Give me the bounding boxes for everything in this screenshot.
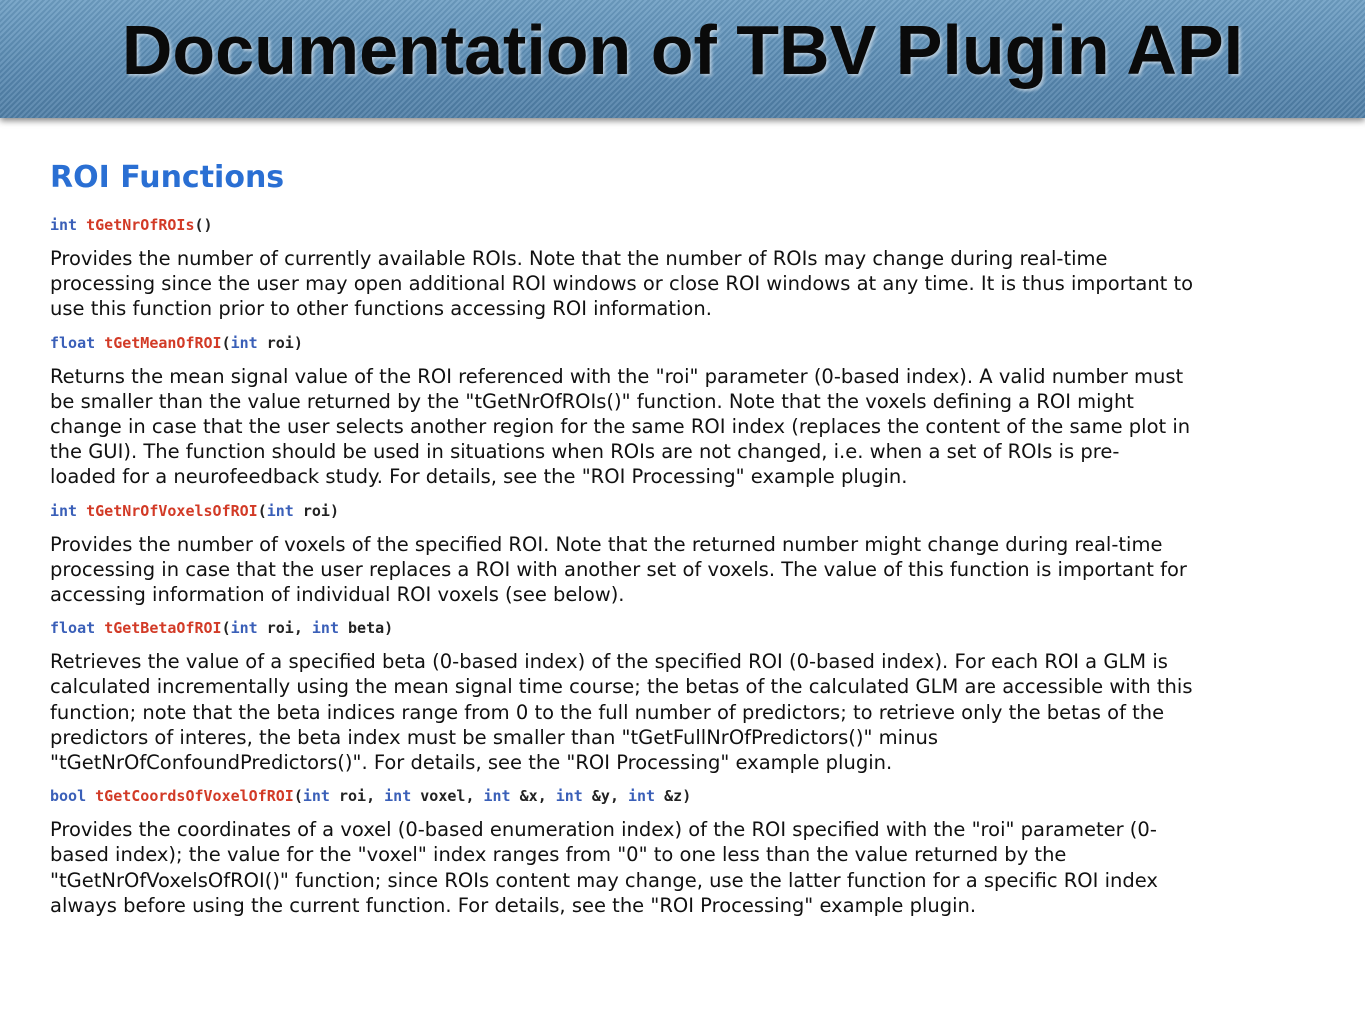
close-paren: )	[384, 619, 394, 638]
param-name: beta	[348, 619, 385, 638]
description-line: calculated incrementally using the mean signal time course; the betas of the calculated GLM are accessible with this	[50, 675, 1193, 699]
function-description	[50, 817, 1330, 918]
description-line: predictors of interes, the beta index must be smaller than "tGetFullNrOfPredictors()" minus	[50, 725, 938, 749]
open-paren: (	[257, 501, 267, 520]
description-line: accessing information of individual ROI voxels (see below).	[50, 583, 625, 607]
function-description	[50, 364, 1330, 490]
function-description	[50, 246, 1330, 322]
description-line: Provides the coordinates of a voxel (0-based enumeration index) of the ROI specified with the "roi" parameter (0-	[50, 818, 1157, 842]
function-signature	[50, 214, 1330, 236]
description-line: Provides the number of currently available ROIs. Note that the number of ROIs may change during real-time	[50, 247, 1108, 270]
function-entry	[50, 332, 1330, 490]
param-type: int	[384, 787, 412, 806]
param-type: int	[230, 333, 258, 352]
function-signature	[50, 500, 1330, 522]
description-line: "tGetNrOfVoxelsOfROI()" function; since ROIs content may change, use the latter function for a specific ROI index	[50, 868, 1158, 892]
description-line: Provides the number of voxels of the specified ROI. Note that the returned number might change during real-time	[50, 532, 1163, 556]
doc-content	[50, 158, 1330, 928]
function-entry	[50, 500, 1330, 608]
param-name: voxel	[420, 787, 466, 806]
function-entry	[50, 617, 1330, 775]
param-type: int	[311, 619, 339, 638]
function-signature: float tGetBetaOfROI(int roi, int beta)	[50, 619, 394, 638]
param-type: int	[555, 787, 583, 806]
param-name: &x	[519, 787, 538, 806]
description-line: processing since the user may open additional ROI windows or close ROI windows at any time. It is thus important to	[50, 272, 1194, 296]
description-line: always before using the current function. For details, see the "ROI Processing" example plugin.	[50, 893, 977, 917]
function-signature	[50, 332, 1330, 354]
param-type: int	[628, 787, 656, 806]
close-paren: )	[293, 333, 303, 352]
description-line: loaded for a neurofeedback study. For details, see the "ROI Processing" example plugin.	[50, 465, 908, 489]
description-line: change in case that the user selects another region for the same ROI index (replaces the content of the same plot in	[50, 415, 1191, 439]
return-type: float	[50, 333, 96, 352]
description-line: the GUI). The function should be used in situations when ROIs are not changed, i.e. when a set of ROIs is pre-	[50, 440, 1120, 464]
function-name: tGetMeanOfROI	[104, 333, 222, 352]
open-paren: (	[194, 216, 204, 234]
param-type: int	[302, 787, 330, 806]
param-name: roi	[266, 619, 294, 638]
slide-header	[0, 0, 1365, 118]
function-list	[50, 214, 1330, 918]
param-name: &y	[591, 787, 610, 806]
description-line: Retrieves the value of a specified beta (0-based index) of the specified ROI (0-based index). For each ROI a GLM is	[50, 650, 1168, 674]
param-name: roi	[302, 501, 330, 520]
function-name: tGetNrOfVoxelsOfROI	[86, 501, 258, 520]
param-name: &z	[664, 787, 683, 806]
param-type: int	[483, 787, 511, 806]
description-line: function; note that the beta indices range from 0 to the full number of predictors; to retrieve only the betas of the	[50, 700, 1165, 724]
close-paren: )	[682, 787, 692, 806]
description-line: be smaller than the value returned by the "tGetNrOfROIs()" function. Note that the voxels defining a ROI might	[50, 389, 1134, 413]
description-line: "tGetNrOfConfoundPredictors()". For details, see the "ROI Processing" example plugin.	[50, 751, 893, 775]
param-name: roi	[266, 333, 294, 352]
description-line: processing in case that the user replaces a ROI with another set of voxels. The value of this function is important for	[50, 557, 1187, 581]
function-description	[50, 532, 1330, 608]
function-name: tGetCoordsOfVoxelOfROI	[95, 787, 294, 806]
param-type: int	[230, 619, 258, 638]
open-paren: (	[221, 333, 231, 352]
return-type: bool	[50, 787, 87, 806]
function-entry	[50, 785, 1330, 918]
param-name: roi	[339, 787, 367, 806]
return-type: float	[50, 619, 96, 638]
description-line: use this function prior to other functions accessing ROI information.	[50, 297, 712, 321]
section-heading: ROI Functions	[50, 160, 285, 195]
open-paren: (	[293, 787, 303, 806]
function-description	[50, 649, 1330, 775]
description-line: Returns the mean signal value of the ROI referenced with the "roi" parameter (0-based index). A valid number must	[50, 364, 1184, 388]
param-type: int	[266, 501, 294, 520]
return-type: int	[50, 216, 78, 234]
function-name: tGetBetaOfROI	[104, 619, 222, 638]
description-line: based index); the value for the "voxel" index ranges from "0" to one less than the value returned by the	[50, 843, 1067, 867]
slide-title: Documentation of TBV Plugin API	[121, 11, 1244, 89]
return-type: int	[50, 501, 78, 520]
close-paren: )	[203, 216, 213, 234]
function-signature: bool tGetCoordsOfVoxelOfROI(int roi, int voxel, int &x, int &y, int &z)	[50, 787, 692, 806]
close-paren: )	[329, 501, 339, 520]
open-paren: (	[221, 619, 231, 638]
function-name: tGetNrOfROIs	[86, 216, 195, 234]
function-entry	[50, 214, 1330, 322]
